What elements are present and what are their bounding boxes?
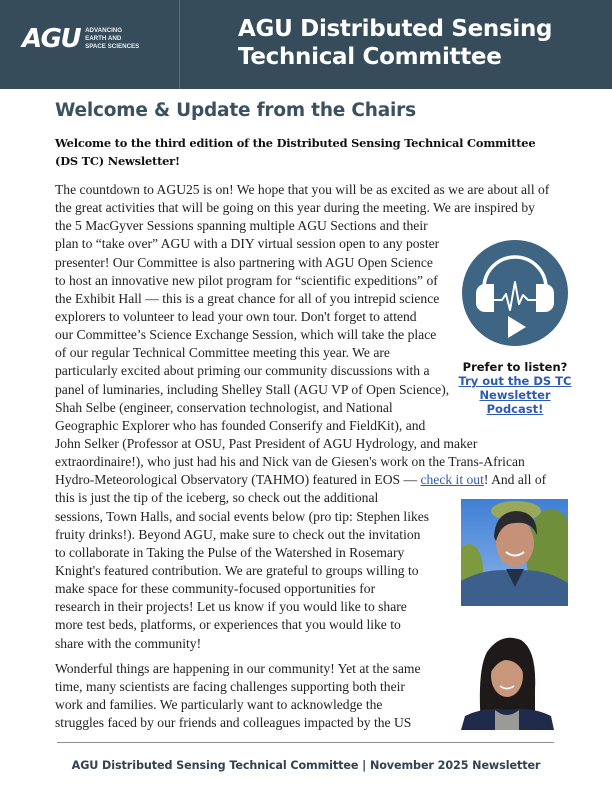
newsletter-title: AGU Distributed Sensing Technical Committee: [238, 16, 553, 70]
podcast-callout: [450, 360, 580, 416]
headphones-play-icon[interactable]: [460, 240, 570, 346]
intro-text: Welcome to the third edition of the Distributed Sensing Technical Committee (DS TC) Newsletter!: [55, 136, 536, 168]
footer-text: AGU Distributed Sensing Technical Committee | November 2025 Newsletter: [71, 759, 541, 772]
section-title: Welcome & Update from the Chairs: [55, 100, 416, 121]
check-it-out-link[interactable]: check it out: [420, 472, 484, 488]
agu-logo-tagline: ADVANCING EARTH AND SPACE SCIENCES: [85, 27, 140, 50]
podcast-link[interactable]: Podcast!: [486, 402, 544, 416]
header-divider: [179, 0, 180, 89]
agu-logo-mark: AGU: [22, 24, 81, 54]
agu-logo: [22, 24, 139, 54]
podcast-link[interactable]: Newsletter: [479, 388, 551, 402]
portrait-photo-woman: [461, 630, 554, 730]
podcast-link[interactable]: Try out the DS TC: [458, 374, 572, 388]
footer-divider: [57, 742, 554, 743]
newsletter-header: [0, 0, 612, 89]
portrait-photo-man: [461, 499, 568, 606]
paragraph-countdown: The countdown to AGU25 is on! We hope that you will be as excited as we are about all of the great activities that will be going on this year during the meeting. We are inspired by the 5 MacGyver Sessions spanning multiple AGU Sections and their plan to “take over” AGU with a DIY virtual session open to any poster presenter! Our Committee is also partnering with AGU Open Science to host an innovative new pilot program for “scientific expeditions” of the Exhibit Hall — this is a great chance for all of you intrepid science explorers to volunteer to lead your own tour. Don't forget to attend our Committee’s Science Exchange Session, which will take the place of our regular Technical Committee meeting this year. We are particularly excited about priming our community discussions with a panel of luminaries, including Shelley Stall (AGU VP of Open Science), Shah Selbe (engineer, conservation technologist, and National Geographic Explorer who has founded Conserify and FieldKit), and John Selker (Professor at OSU, Past President of AGU Hydrology, and maker extraordinaire!), who just had his and Nick van de Giesen's work on the Trans-African Hydro-Meteorological Observatory (TAHMO) featured in EOS — check it out! And all of this is just the tip of the iceberg, so check out the additional sessions, Town Halls, and social events below (pro tip: Stephen likes fruity drinks!). Beyond AGU, make sure to check out the invitation to collaborate in Taking the Pulse of the Watershed in Rosemary Knight's featured contribution. We are grateful to groups willing to make space for these community-focused opportunities for research in their projects! Let us know if you would like to share more test beds, platforms, or experiences that you would like to share with the community!: [55, 182, 550, 651]
paragraph-community: Wonderful things are happening in our community! Yet at the same time, many scientists are facing challenges supporting both their work and families. We particularly want to acknowledge the struggles faced by our friends and colleagues impacted by the US: [55, 661, 421, 731]
podcast-question: Prefer to listen?: [462, 360, 568, 374]
